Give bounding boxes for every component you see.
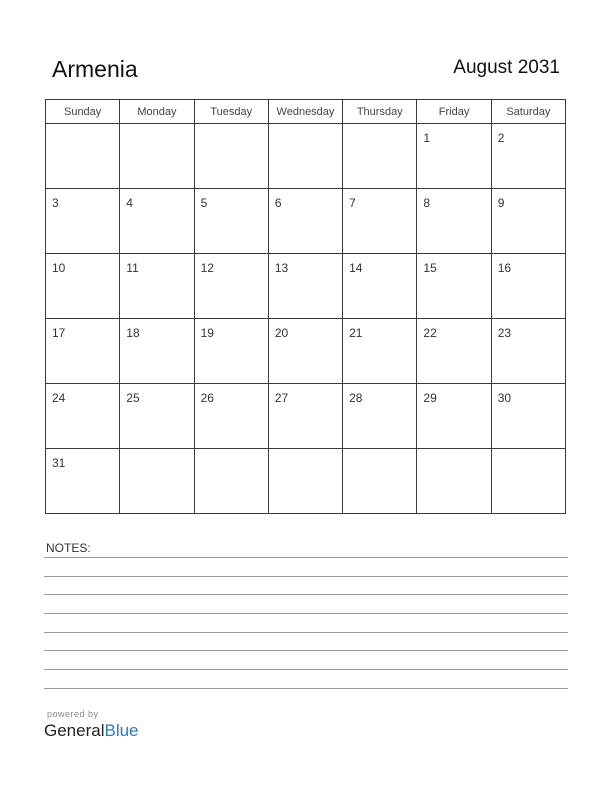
day-cell (417, 384, 491, 449)
day-cell (120, 124, 194, 189)
day-number: 15 (423, 261, 437, 275)
day-cell (491, 189, 565, 254)
day-number: 23 (497, 326, 512, 340)
day-number (120, 449, 193, 456)
day-number: 30 (497, 391, 512, 405)
day-cell (268, 254, 342, 319)
notes-line (44, 576, 568, 577)
day-number (269, 449, 342, 456)
day-cell (491, 124, 565, 189)
day-cell (417, 124, 491, 189)
brand-logo (44, 721, 139, 741)
day-number (120, 124, 193, 131)
day-number (46, 124, 119, 131)
day-number: 27 (274, 391, 289, 405)
day-number: 6 (274, 196, 282, 210)
week-row (46, 449, 566, 514)
day-cell (194, 449, 268, 514)
day-number: 14 (349, 261, 363, 275)
day-cell (194, 189, 268, 254)
notes-line (44, 613, 568, 614)
day-cell (194, 319, 268, 384)
day-number: 10 (52, 261, 66, 275)
day-number (343, 124, 416, 131)
day-cell (417, 254, 491, 319)
notes-line (44, 594, 568, 595)
day-number: 13 (274, 261, 289, 275)
day-number: 17 (52, 326, 66, 340)
brand-blue: Blue (104, 721, 139, 740)
weekday-tuesday: Tuesday (194, 100, 268, 124)
day-cell (268, 124, 342, 189)
day-number: 8 (423, 196, 431, 210)
day-number: 31 (52, 456, 66, 470)
day-cell (268, 319, 342, 384)
day-cell (268, 384, 342, 449)
notes-line (44, 632, 568, 633)
calendar-grid (45, 99, 566, 514)
month-year-title: August 2031 (453, 57, 560, 78)
notes-line (44, 557, 568, 558)
day-cell (343, 124, 417, 189)
day-number: 4 (126, 196, 133, 210)
day-number (195, 124, 268, 131)
day-cell (46, 254, 120, 319)
day-number: 3 (52, 196, 59, 210)
weekday-wednesday: Wednesday (268, 100, 342, 124)
week-row (46, 254, 566, 319)
day-cell (46, 384, 120, 449)
day-cell (194, 384, 268, 449)
day-cell (120, 189, 194, 254)
day-cell (46, 449, 120, 514)
day-cell (194, 124, 268, 189)
week-row (46, 124, 566, 189)
day-cell (417, 449, 491, 514)
notes-label: NOTES: (46, 541, 91, 555)
week-row (46, 189, 566, 254)
day-cell (343, 384, 417, 449)
weekday-monday: Monday (120, 100, 194, 124)
day-cell (120, 254, 194, 319)
day-cell (343, 319, 417, 384)
day-number (492, 449, 565, 456)
weekday-sunday: Sunday (46, 100, 120, 124)
day-cell (343, 449, 417, 514)
week-row (46, 319, 566, 384)
notes-line (44, 669, 568, 670)
day-number (269, 124, 342, 131)
weekday-friday: Friday (417, 100, 491, 124)
day-number: 7 (349, 196, 356, 210)
day-cell (417, 319, 491, 384)
weekday-header-row (46, 100, 566, 124)
country-title: Armenia (52, 56, 138, 82)
day-cell (491, 254, 565, 319)
notes-line (44, 688, 568, 689)
day-number: 24 (52, 391, 66, 405)
day-cell (343, 254, 417, 319)
day-number: 19 (200, 326, 214, 340)
day-number: 21 (349, 326, 363, 340)
week-row (46, 384, 566, 449)
day-number: 22 (423, 326, 437, 340)
weekday-saturday: Saturday (491, 100, 565, 124)
day-cell (46, 319, 120, 384)
day-cell (268, 449, 342, 514)
day-number: 25 (126, 391, 140, 405)
day-number: 26 (200, 391, 214, 405)
day-number: 28 (349, 391, 363, 405)
day-cell (491, 319, 565, 384)
day-cell (194, 254, 268, 319)
day-cell (343, 189, 417, 254)
day-cell (491, 449, 565, 514)
day-cell (120, 319, 194, 384)
day-number: 16 (497, 261, 512, 275)
day-number (343, 449, 416, 456)
weekday-thursday: Thursday (343, 100, 417, 124)
day-cell (417, 189, 491, 254)
day-number: 12 (200, 261, 214, 275)
day-number (417, 449, 490, 456)
day-number (195, 449, 268, 456)
day-number: 1 (423, 131, 431, 145)
day-number: 18 (126, 326, 140, 340)
day-number: 5 (200, 196, 208, 210)
day-cell (46, 189, 120, 254)
day-number: 20 (274, 326, 289, 340)
day-number: 9 (497, 196, 505, 210)
day-number: 29 (423, 391, 437, 405)
day-cell (46, 124, 120, 189)
day-cell (120, 384, 194, 449)
powered-by-text: powered by (47, 709, 99, 719)
day-cell (120, 449, 194, 514)
notes-line (44, 650, 568, 651)
day-cell (268, 189, 342, 254)
brand-general: General (44, 721, 105, 740)
day-number: 11 (126, 261, 139, 275)
day-number: 2 (497, 131, 505, 145)
day-cell (491, 384, 565, 449)
